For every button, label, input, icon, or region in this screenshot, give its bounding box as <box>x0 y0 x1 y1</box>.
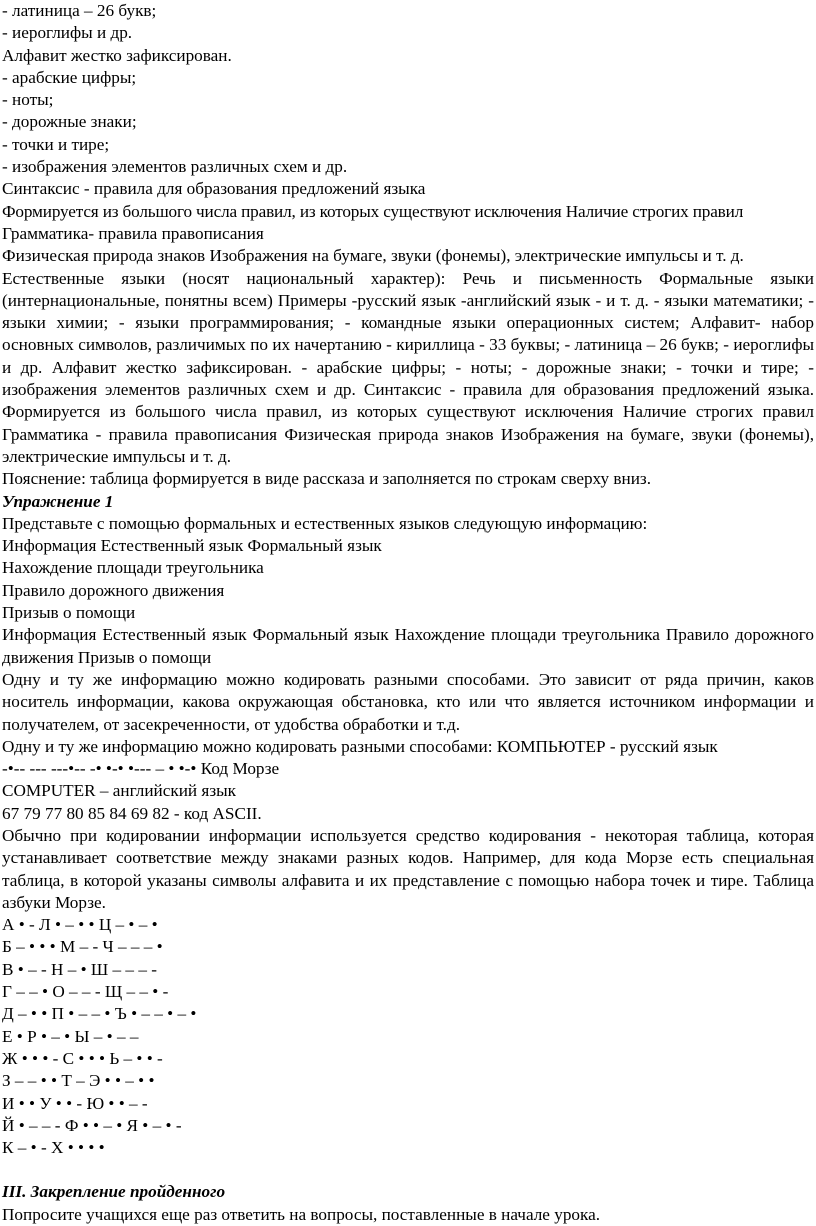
morse-table-row: И • • У • • - Ю • • – - <box>2 1093 148 1113</box>
alphabet-list <box>2 0 816 268</box>
morse-table-row: Е • Р • – • Ы – • – – <box>2 1026 139 1046</box>
morse-table-row: З – – • • Т – Э • • – • • <box>2 1071 155 1091</box>
morse-table-row: Д – • • П • – – • Ъ • – – • – • <box>2 1004 197 1024</box>
exercise-row: Правило дорожного движения <box>2 580 225 600</box>
text-line: Физическая природа знаков Изображения на бумаге, звуки (фонемы), электрические импульсы и т. д. <box>2 246 744 266</box>
exercise-summary: Информация Естественный язык Формальный язык Нахождение площади треугольника Правило дорожного движения Призыв о помощи <box>2 625 814 667</box>
morse-table-row: Й • – – - Ф • • – • Я • – • - <box>2 1115 182 1135</box>
table-paragraph: Обычно при кодировании информации используется средство кодирования - некоторая таблица, которая устанавливает соответствие между знаками разных кодов. Например, для кода Морзе есть специальная таблица, в которой указаны символы алфавита и их представление с помощью набора точек и тире. Таблица азбуки Морзе. <box>2 825 814 912</box>
english-example: COMPUTER – английский язык <box>2 781 237 801</box>
explanation-text: Пояснение: таблица формируется в виде рассказа и заполняется по строкам сверху вниз. <box>2 469 651 489</box>
text-line: Алфавит жестко зафиксирован. <box>2 45 232 65</box>
morse-table <box>2 914 816 1159</box>
exercise-row: Нахождение площади треугольника <box>2 558 264 578</box>
text-line: - иероглифы и др. <box>2 23 133 43</box>
text-line: - ноты; <box>2 90 54 110</box>
morse-example: -•-- --- ---•-- -• •-• •--- – • •-• Код Морзе <box>2 759 280 779</box>
text-line: Формируется из большого числа правил, из которых существуют исключения Наличие строгих правил <box>2 201 744 221</box>
morse-table-row: К – • - Х • • • • <box>2 1138 105 1158</box>
text-line: - дорожные знаки; <box>2 112 137 132</box>
exercise-task: Представьте с помощью формальных и естественных языков следующую информацию: <box>2 513 648 533</box>
exercise-row: Призыв о помощи <box>2 603 136 623</box>
text-line: - латиница – 26 букв; <box>2 1 157 20</box>
coding-intro: Одну и ту же информацию можно кодировать разными способами: КОМПЬЮТЕР - русский язык <box>2 736 718 756</box>
morse-table-row: Ж • • • - С • • • Ь – • • - <box>2 1048 163 1068</box>
text-line: Грамматика- правила правописания <box>2 223 264 243</box>
morse-table-row: Г – – • О – – - Щ – – • - <box>2 982 169 1002</box>
summary-paragraph: Естественные языки (носят национальный характер): Речь и письменность Формальные языки (интернациональные, понятны всем) Примеры -русский язык -английский язык - и т. д. - языки математики; - языки химии; - языки программирования; - командные языки операционных систем; Алфавит- набор основных символов, различимых по их начертанию - кириллица - 33 буквы; - латиница – 26 букв; - иероглифы и др. Алфавит жестко зафиксирован. - арабские цифры; - ноты; - дорожные знаки; - точки и тире; - изображения элементов различных схем и др. Синтаксис - правила для образования предложений языка. Формируется из большого числа правил, из которых существуют исключения Наличие строгих правил Грамматика - правила правописания Физическая природа знаков Изображения на бумаге, звуки (фонемы), электрические импульсы и т. д. <box>2 268 814 466</box>
ascii-example: 67 79 77 80 85 84 69 82 - код ASCII. <box>2 803 262 823</box>
text-line: Синтаксис - правила для образования предложений языка <box>2 179 426 199</box>
spacer <box>2 1159 816 1181</box>
text-line: - точки и тире; <box>2 134 110 154</box>
section-heading: III. Закрепление пройденного <box>2 1182 226 1202</box>
exercise-heading: Упражнение 1 <box>2 491 114 511</box>
morse-table-row: Б – • • • М – - Ч – – – • <box>2 937 163 957</box>
text-line: - арабские цифры; <box>2 67 137 87</box>
coding-paragraph: Одну и ту же информацию можно кодировать разными способами. Это зависит от ряда причин, каков носитель информации, какова окружающая обстановка, кто или что является источником информации и получателем, от засекреченности, от удобства обработки и т.д. <box>2 669 814 734</box>
text-line: - изображения элементов различных схем и др. <box>2 157 348 177</box>
section-text: Попросите учащихся еще раз ответить на вопросы, поставленные в начале урока. <box>2 1204 601 1224</box>
exercise-table-header: Информация Естественный язык Формальный язык <box>2 536 382 556</box>
morse-table-row: В • – - Н – • Ш – – – - <box>2 959 157 979</box>
morse-table-row: А • - Л • – • • Ц – • – • <box>2 915 158 935</box>
